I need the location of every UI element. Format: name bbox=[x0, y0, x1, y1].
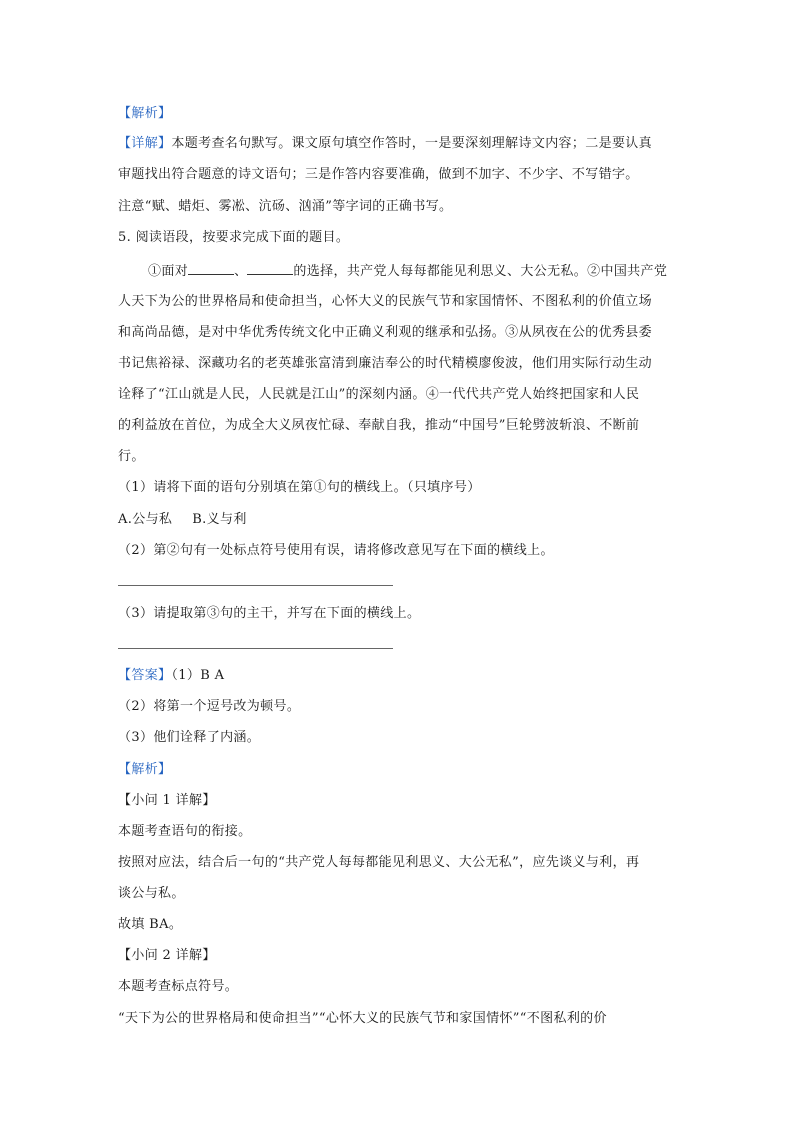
option-b: B.义与利 bbox=[192, 512, 247, 527]
q1-detail-tag: 【小问 1 详解】 bbox=[118, 793, 216, 808]
passage-line-2: 人天下为公的世界格局和使命担当，心怀大义的民族气节和家国情怀、不图私利的价值立场 bbox=[118, 294, 653, 309]
answer-2: （2）将第一个逗号改为顿号。 bbox=[118, 699, 301, 714]
question-heading: 5. 阅读语段，按要求完成下面的题目。 bbox=[118, 230, 350, 245]
answer-line-3 bbox=[118, 648, 393, 649]
q1-line-1: 本题考查语句的衔接。 bbox=[118, 824, 252, 839]
passage-line-6: 的利益放在首位，为成全大义夙夜忙碌、奉献自我，推动“中国号”巨轮劈波斩浪、不断前 bbox=[118, 418, 640, 433]
answer-tag: 【答案】 bbox=[118, 668, 172, 683]
q1-line-2: 按照对应法，结合后一句的“共产党人每每都能见利思义、大公无私”，应先谈义与利，再 bbox=[118, 855, 640, 870]
passage-line-3: 和高尚品德，是对中华优秀传统文化中正确义利观的继承和弘扬。③从夙夜在公的优秀县委 bbox=[118, 325, 653, 340]
passage-line-1: ①面对 、 的选择，共产党人每每都能见利思义、大公无私。②中国共产党 bbox=[148, 260, 667, 282]
analysis-tag-prev: 【解析】 bbox=[118, 106, 172, 121]
fill-blank-1 bbox=[188, 260, 234, 275]
prev-detail-line-3: 注意“赋、蜡炬、雾凇、沆砀、汹涌”等字词的正确书写。 bbox=[118, 199, 453, 214]
passage-line-5: 诠释了“江山就是人民，人民就是江山”的深刻内涵。④一代代共产党人始终把国家和人民 bbox=[118, 387, 640, 402]
prev-detail-line-1: 【详解】本题考查名句默写。课文原句填空作答时，一是要深刻理解诗文内容；二是要认真 bbox=[118, 136, 653, 151]
q2-detail-tag: 【小问 2 详解】 bbox=[118, 948, 216, 963]
sub-question-1: （1）请将下面的语句分别填在第①句的横线上。（只填序号） bbox=[118, 480, 481, 495]
passage-line-4: 书记焦裕禄、深藏功名的老英雄张富清到廉洁奉公的时代精模廖俊波，他们用实际行动生动 bbox=[118, 356, 653, 371]
q2-line-1: 本题考查标点符号。 bbox=[118, 979, 239, 994]
prev-detail-line-2: 审题找出符合题意的诗文语句；三是作答内容要准确，做到不加字、不少字、不写错字。 bbox=[118, 167, 639, 182]
fill-blank-2 bbox=[247, 260, 293, 275]
answer-line-2 bbox=[118, 585, 393, 586]
passage-line-7: 行。 bbox=[118, 449, 145, 464]
answer-line-1: 【答案】（1）B A bbox=[118, 668, 225, 683]
option-a: A.公与私 bbox=[118, 512, 173, 527]
detail-tag: 【详解】 bbox=[118, 136, 172, 151]
analysis-tag: 【解析】 bbox=[118, 762, 172, 777]
q1-line-3: 谈公与私。 bbox=[118, 886, 185, 901]
sub-question-3: （3）请提取第③句的主干，并写在下面的横线上。 bbox=[118, 606, 421, 621]
sub-question-2: （2）第②句有一处标点符号使用有误，请将修改意见写在下面的横线上。 bbox=[118, 543, 554, 558]
answer-3: （3）他们诠释了内涵。 bbox=[118, 730, 261, 745]
q1-line-4: 故填 BA。 bbox=[118, 917, 183, 932]
options-line bbox=[118, 510, 247, 530]
q2-line-2: “天下为公的世界格局和使命担当”“心怀大义的民族气节和家国情怀”“不图私利的价 bbox=[118, 1011, 607, 1026]
